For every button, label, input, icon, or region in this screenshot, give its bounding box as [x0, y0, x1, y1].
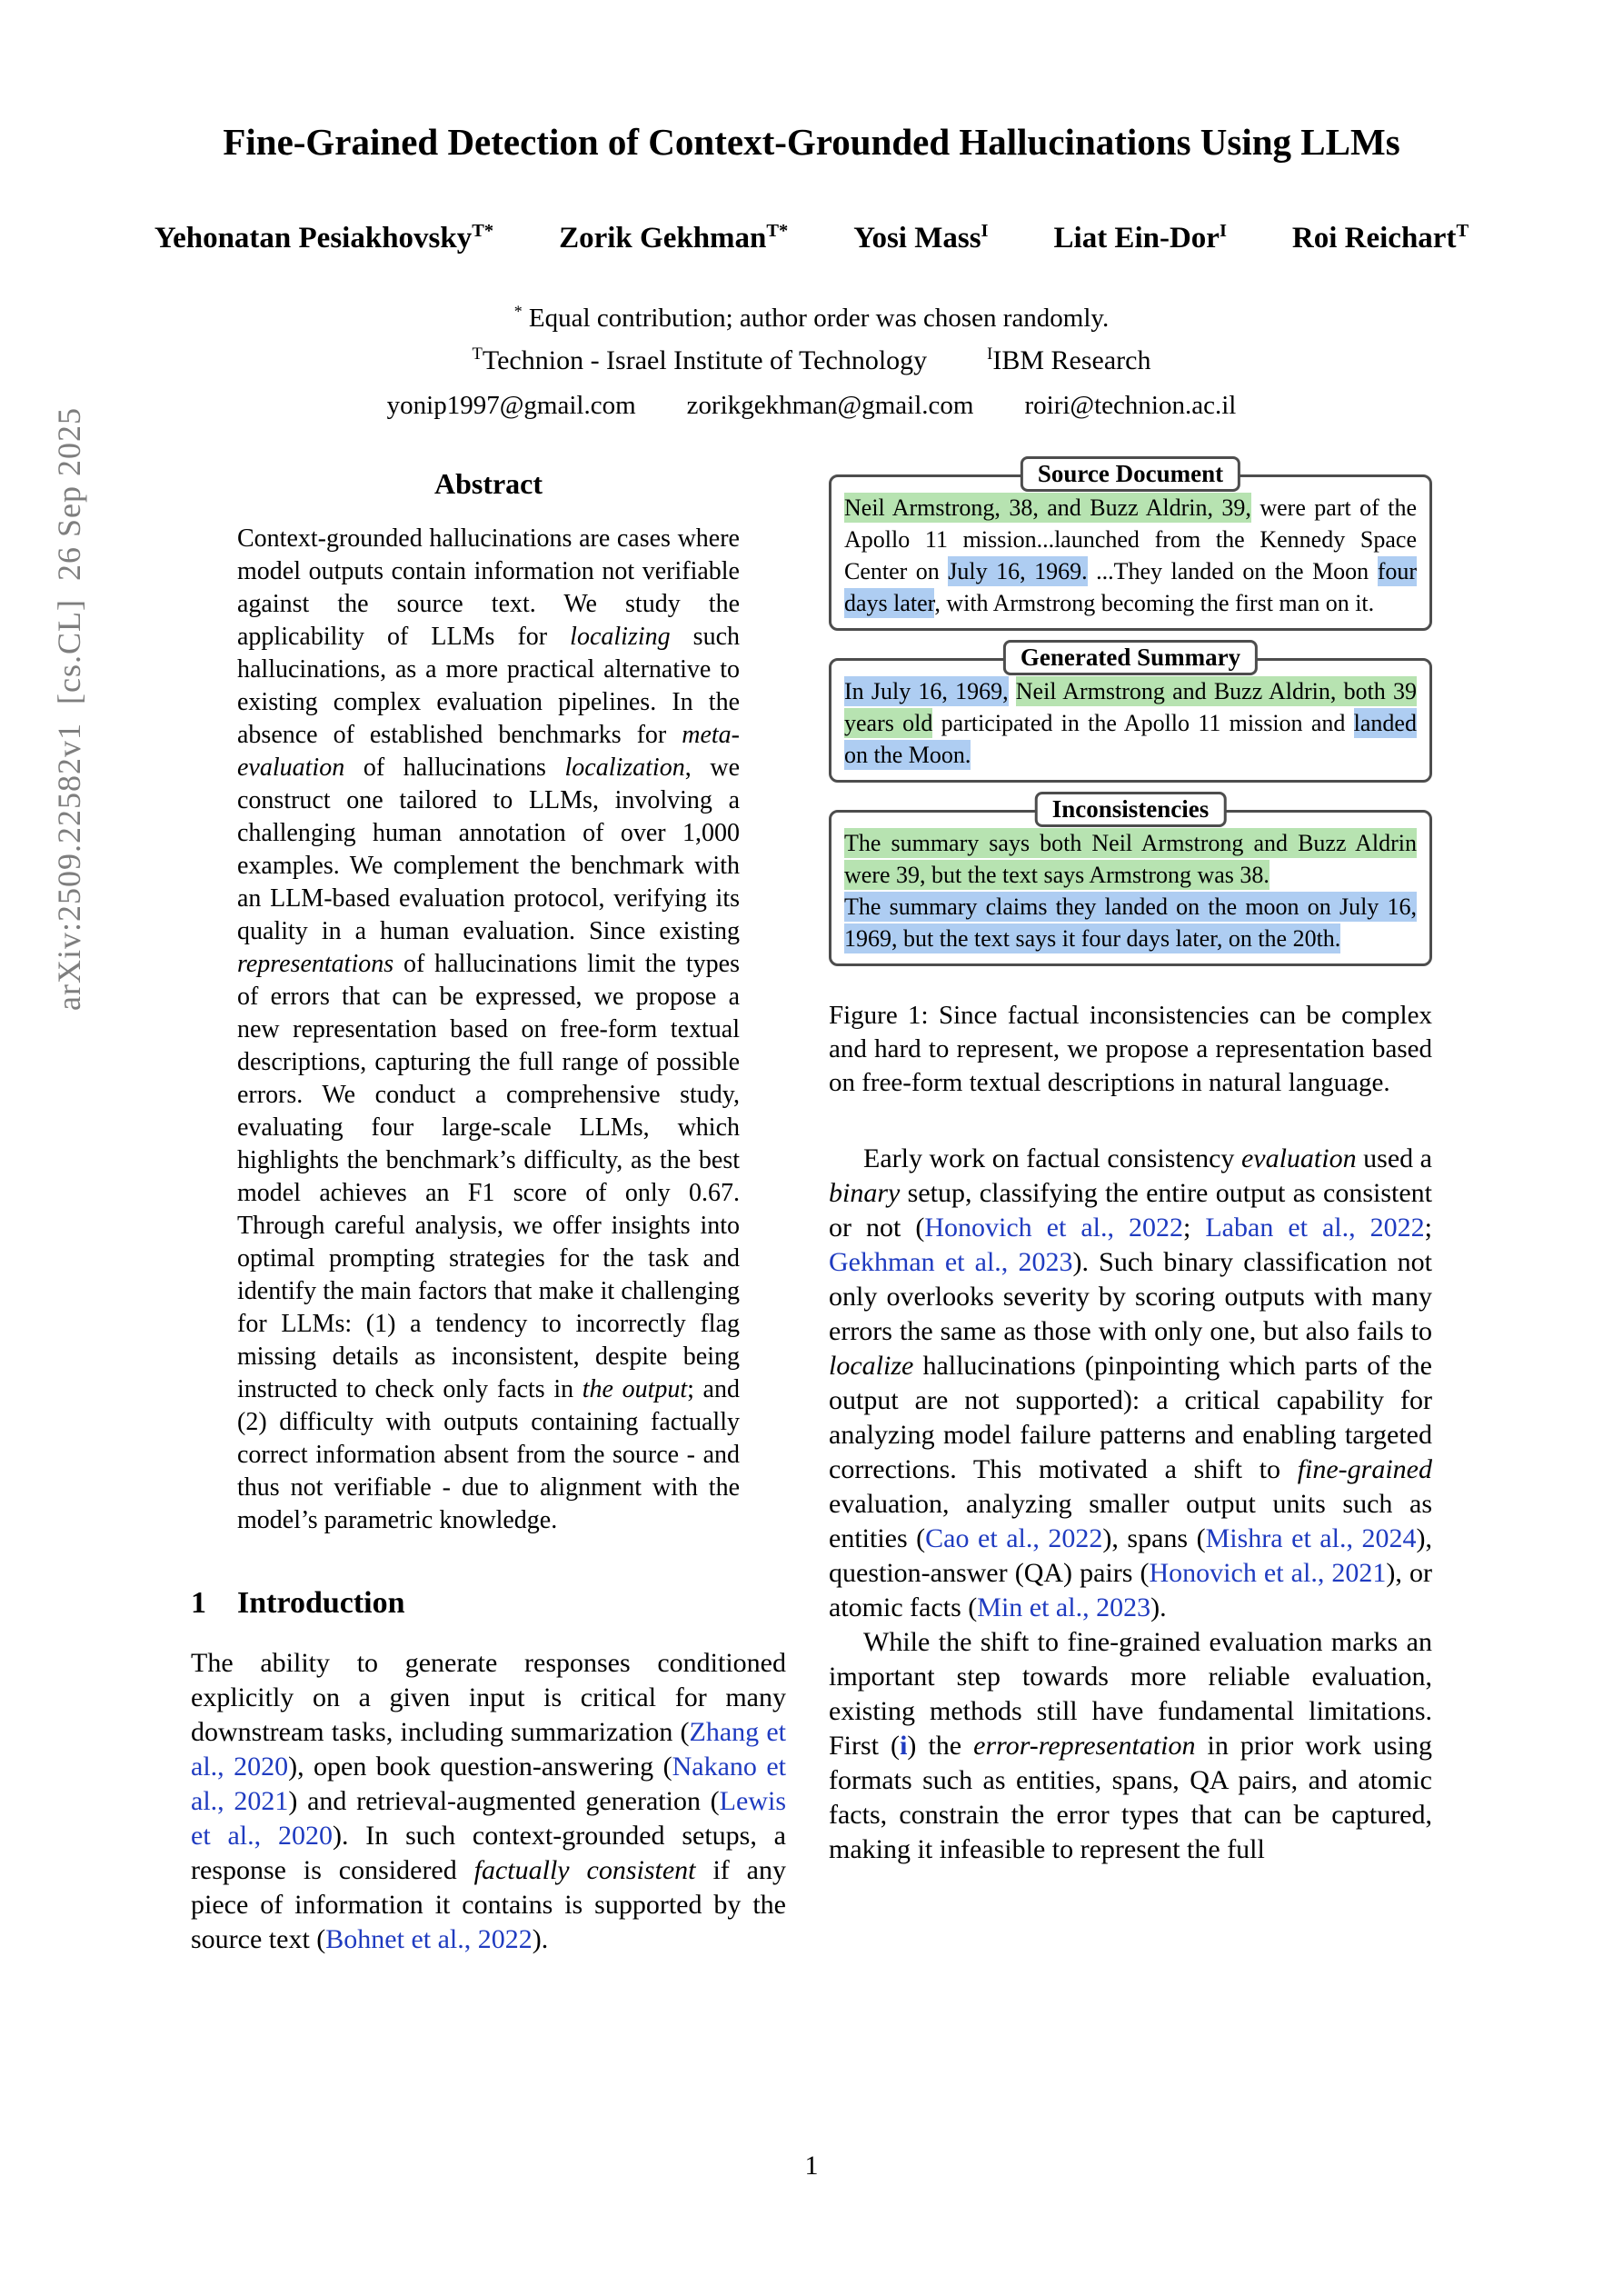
source-document-text	[844, 492, 1417, 619]
citation-link[interactable]: Mishra et al., 2024	[1205, 1523, 1417, 1553]
text-run: ), or atomic facts (	[829, 1558, 1432, 1622]
section-heading-introduction	[191, 1586, 786, 1621]
intro-paragraph	[191, 1646, 786, 1957]
source-document-label: Source Document	[1021, 456, 1240, 492]
author-superscript: T*	[766, 221, 789, 241]
right-column	[829, 454, 1432, 1867]
footnote-marker: *	[513, 302, 523, 321]
section-number: 1	[191, 1586, 206, 1620]
italic-text: fine-grained	[1297, 1454, 1432, 1484]
highlight-blue: July 16, 1969.	[948, 558, 1088, 584]
abstract-body	[237, 523, 740, 1537]
highlight-blue: The summary claims they landed on the moon on July 16, 1969, but the text says it four days later, on the 20th.	[844, 893, 1417, 952]
citation-link[interactable]: i	[900, 1731, 908, 1761]
figure-1	[829, 460, 1432, 1100]
text-run: , we construct one tailored to LLMs, involving a challenging human annotation of over 1,000 examples. We complement the benchmark with an LLM-based evaluation protocol, verifying its quality in a human evaluation. Since existing	[237, 754, 740, 945]
italic-text: representations	[237, 950, 394, 978]
author-text: Yehonatan Pesiakhovsky	[154, 222, 473, 255]
text-run: Early work on factual consistency	[863, 1143, 1241, 1173]
body-paragraph	[829, 1625, 1432, 1867]
citation-link[interactable]: Honovich et al., 2022	[924, 1213, 1183, 1243]
author-text: Roi Reichart	[1291, 222, 1457, 255]
italic-text: meta-evaluation	[237, 721, 740, 782]
email-address: zorikgekhman@gmail.com	[686, 391, 974, 420]
abstract-heading: Abstract	[433, 467, 543, 500]
text-run: The ability to generate responses conditioned explicitly on a given input is critical for many downstream tasks, including summarization (	[191, 1648, 786, 1747]
text-run: ), spans (	[1102, 1523, 1206, 1553]
generated-summary-text	[844, 675, 1417, 771]
text-run: ), question-answer (QA) pairs (	[829, 1523, 1432, 1588]
affiliation-text: IBM Research	[992, 345, 1151, 375]
inconsistency-item	[844, 891, 1417, 954]
text-run: were part of the Apollo 11 mission...launched from the Kennedy Space Center on	[844, 494, 1417, 584]
italic-text: the output	[582, 1375, 688, 1403]
text-run: if any piece of information it contains is supported by the source text (	[191, 1855, 786, 1954]
text-run: ...They landed on the Moon	[1087, 558, 1378, 584]
inconsistencies-label: Inconsistencies	[1035, 792, 1227, 827]
author-superscript: T	[1456, 221, 1469, 241]
affiliation	[987, 345, 1150, 376]
text-run: participated in the Apollo 11 mission and	[932, 710, 1354, 736]
author-text: Yosi Mass	[853, 222, 981, 255]
text-run: evaluation, analyzing smaller output units such as entities (	[829, 1489, 1432, 1553]
author-name	[853, 222, 988, 255]
text-run: such hallucinations, as a more practical alternative to existing complex evaluation pipelines. In the absence of established benchmarks for	[237, 623, 741, 749]
affiliation-text: Technion - Israel Institute of Technology	[482, 345, 928, 375]
email-address: roiri@technion.ac.il	[1024, 391, 1237, 420]
highlight-green: The summary says both Neil Armstrong and Buzz Aldrin were 39, but the text says Armstrong was 38.	[844, 830, 1417, 888]
author-name	[559, 222, 788, 255]
author-superscript: I	[981, 221, 989, 241]
authors-row	[0, 222, 1623, 255]
text-run: ). In such context-grounded setups, a response is considered	[191, 1821, 786, 1885]
author-text: Liat Ein-Dor	[1053, 222, 1220, 255]
left-column	[191, 467, 786, 1957]
citation-link[interactable]: Bohnet et al., 2022	[325, 1924, 533, 1954]
email-address: yonip1997@gmail.com	[386, 391, 636, 420]
text-run: ) and retrieval-augmented generation (	[288, 1786, 720, 1816]
author-name	[154, 222, 493, 255]
citation-link[interactable]: Gekhman et al., 2023	[829, 1247, 1073, 1277]
affiliations-row	[0, 345, 1623, 376]
italic-text: localize	[829, 1351, 914, 1381]
text-run: ).	[1150, 1592, 1167, 1622]
text-run: Context-grounded hallucinations are cases where model outputs contain information not verifiable against the source text. We study the applicability of LLMs for	[237, 524, 740, 651]
page-number: 1	[804, 2151, 819, 2181]
highlight-green: Neil Armstrong, 38, and Buzz Aldrin, 39,	[844, 494, 1251, 521]
text-run: ). Such binary classification not only overlooks severity by scoring outputs with many errors the same as those with only one, but also fails to	[829, 1247, 1432, 1346]
generated-summary-box	[829, 644, 1432, 783]
author-text: Zorik Gekhman	[559, 222, 767, 255]
source-document-box	[829, 460, 1432, 631]
italic-text: evaluation	[1240, 1143, 1357, 1173]
page-title: Fine-Grained Detection of Context-Grounded Hallucinations Using LLMs	[223, 121, 1400, 163]
text-run: of hallucinations limit the types of errors that can be expressed, we propose a new representation based on free-form textual descriptions, capturing the full range of possible errors. We conduct a comprehensive study, evaluating four large-scale LLMs, which highlights the benchmark’s difficulty, as the best model achieves an F1 score of only 0.67. Through careful analysis, we offer insights into optimal prompting strategies for the task and identify the main factors that make it challenging for LLMs: (1) a tendency to incorrectly flag missing details as inconsistent, despite being instructed to check only facts in	[237, 950, 740, 1403]
text-run: setup, classifying the entire output as consistent or not (	[829, 1178, 1432, 1243]
text-run: of hallucinations	[344, 754, 565, 782]
affiliation-marker: T	[472, 344, 483, 364]
citation-link[interactable]: Laban et al., 2022	[1205, 1213, 1425, 1243]
citation-link[interactable]: Cao et al., 2022	[925, 1523, 1103, 1553]
text-run: ;	[1424, 1213, 1432, 1243]
text-run: in prior work using formats such as entities, spans, QA pairs, and atomic facts, constrain the error types that can be captured, making it infeasible to represent the full	[829, 1731, 1433, 1864]
inconsistencies-box	[829, 795, 1432, 966]
highlight-blue: landed on the Moon.	[844, 710, 1417, 768]
italic-text: binary	[829, 1178, 901, 1208]
section-title: Introduction	[237, 1586, 405, 1620]
text-run: ), open book question-answering (	[288, 1752, 672, 1782]
citation-link[interactable]: Nakano et al., 2021	[191, 1752, 786, 1816]
text-run: While the shift to fine-grained evaluation marks an important step towards more reliable evaluation, existing methods still have fundamental limitations. First (	[829, 1627, 1432, 1761]
citation-link[interactable]: Zhang et al., 2020	[191, 1717, 787, 1782]
arxiv-watermark: arXiv:2509.22582v1 [cs.CL] 26 Sep 2025	[51, 407, 87, 1011]
italic-text: localizing	[570, 623, 671, 651]
italic-text: localization	[564, 754, 685, 782]
inconsistency-item	[844, 827, 1417, 891]
text-run	[1009, 678, 1016, 704]
figure-1-caption: Figure 1: Since factual inconsistencies can be complex and hard to represent, we propose a representation based on free-form textual descriptions in natural language.	[829, 1001, 1432, 1097]
body-paragraph	[829, 1142, 1432, 1625]
highlight-green: Neil Armstrong and Buzz Aldrin, both 39 years old	[844, 678, 1417, 736]
emails-row	[0, 391, 1623, 421]
italic-text: error-representation	[973, 1731, 1196, 1761]
citation-link[interactable]: Lewis et al., 2020	[191, 1786, 786, 1851]
equal-contribution-note	[0, 304, 1623, 334]
author-superscript: T*	[472, 221, 494, 241]
text-run: ;	[1183, 1213, 1206, 1243]
text-run: used a	[1356, 1143, 1432, 1173]
author-name	[1292, 222, 1469, 255]
text-run: hallucinations (pinpointing which parts of the output are not supported): a critical capability for analyzing model failure patterns and enabling targeted corrections. This motivated a shift to	[829, 1351, 1432, 1484]
author-name	[1054, 222, 1227, 255]
highlight-blue: four days later	[844, 558, 1418, 616]
text-run: ).	[532, 1924, 549, 1954]
footnote-text: Equal contribution; author order was chosen randomly.	[528, 304, 1110, 333]
author-superscript: I	[1219, 221, 1227, 241]
affiliation-marker: I	[987, 344, 993, 364]
text-run: ) the	[907, 1731, 974, 1761]
generated-summary-label: Generated Summary	[1003, 640, 1258, 675]
text-run: , with Armstrong becoming the first man on it.	[934, 590, 1375, 616]
text-run: ; and (2) difficulty with outputs containing factually correct information absent from the source - and thus not verifiable - due to alignment with the model’s parametric knowledge.	[237, 1375, 740, 1534]
italic-text: factually consistent	[473, 1855, 696, 1885]
citation-link[interactable]: Min et al., 2023	[977, 1592, 1151, 1622]
highlight-blue: In July 16, 1969,	[844, 678, 1009, 704]
citation-link[interactable]: Honovich et al., 2021	[1149, 1558, 1387, 1588]
affiliation	[473, 345, 928, 376]
